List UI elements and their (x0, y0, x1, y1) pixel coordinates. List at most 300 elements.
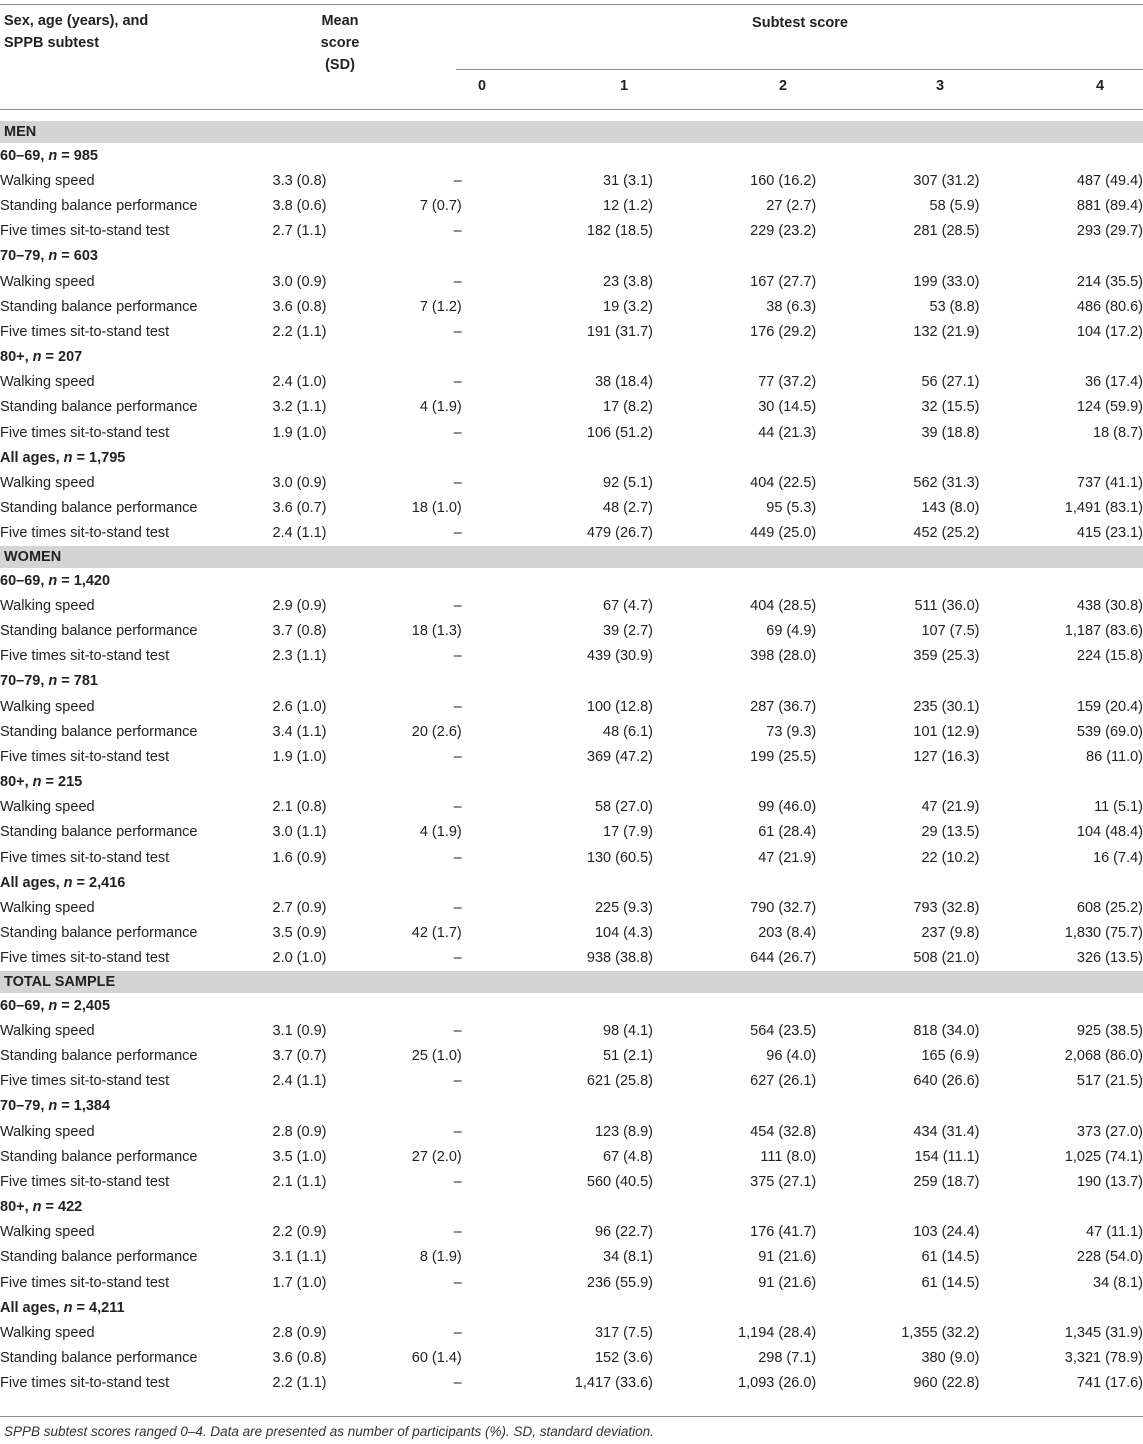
score-1-cell: 31 (3.1) (603, 172, 653, 189)
score-2-cell: 95 (5.3) (766, 500, 817, 517)
table-row (0, 1119, 1143, 1144)
score-0-cell: 20 (2.6) (411, 723, 462, 740)
score-1-cell: 560 (40.5) (586, 1173, 653, 1190)
n-value: = 207 (41, 349, 83, 366)
score-4-cell: 486 (80.6) (1076, 298, 1143, 315)
subtest-name: Five times sit-to-stand test (0, 424, 170, 441)
subtest-name: Walking speed (0, 1325, 95, 1342)
table-row (0, 845, 1143, 870)
score-col-3: 3 (935, 78, 945, 94)
score-3-cell: 235 (30.1) (913, 698, 980, 715)
table-row (0, 1043, 1143, 1068)
score-3-cell: 103 (24.4) (913, 1224, 980, 1241)
score-3-cell: 127 (16.3) (913, 748, 980, 765)
mean-score-cell: 2.1 (1.1) (272, 1173, 327, 1190)
subtest-name: Standing balance performance (0, 399, 198, 416)
score-0-cell: – (453, 1123, 462, 1140)
score-2-cell: 287 (36.7) (750, 698, 817, 715)
table-row (0, 1018, 1143, 1043)
n-value: = 2,405 (57, 997, 111, 1014)
score-3-cell: 199 (33.0) (913, 273, 980, 290)
age-range: 80+, (0, 774, 33, 791)
subtest-name: Standing balance performance (0, 925, 198, 942)
data-table (0, 121, 1143, 1396)
score-3-cell: 359 (25.3) (913, 648, 980, 665)
score-3-cell: 132 (21.9) (913, 323, 980, 340)
score-2-cell: 203 (8.4) (758, 925, 817, 942)
score-3-cell: 58 (5.9) (929, 197, 980, 214)
age-group-label (0, 1094, 1143, 1119)
table-row (0, 521, 1143, 546)
score-col-0: 0 (477, 78, 487, 94)
n-symbol: n (48, 572, 58, 589)
score-0-cell: – (453, 223, 462, 240)
mean-score-cell: 1.9 (1.0) (272, 424, 327, 441)
n-symbol: n (48, 147, 58, 164)
top-rule (0, 4, 1143, 5)
score-1-cell: 48 (2.7) (603, 500, 653, 517)
subtest-name: Walking speed (0, 475, 95, 492)
score-1-cell: 104 (4.3) (594, 925, 653, 942)
age-range: All ages, (0, 874, 64, 891)
subtest-name: Walking speed (0, 799, 95, 816)
mean-score-cell: 2.1 (0.8) (272, 799, 327, 816)
score-4-cell: 214 (35.5) (1076, 273, 1143, 290)
score-4-cell: 517 (21.5) (1076, 1073, 1143, 1090)
section-title: WOMEN (0, 546, 1143, 568)
n-value: = 2,416 (72, 874, 126, 891)
score-1-cell: 92 (5.1) (603, 475, 653, 492)
table-row (0, 644, 1143, 669)
table-row (0, 795, 1143, 820)
mean-header-line2: score (320, 35, 360, 51)
score-1-cell: 34 (8.1) (603, 1249, 653, 1266)
score-4-cell: 881 (89.4) (1076, 197, 1143, 214)
score-4-cell: 1,187 (83.6) (1064, 622, 1143, 639)
score-0-cell: 18 (1.0) (411, 500, 462, 517)
score-2-cell: 30 (14.5) (758, 399, 817, 416)
subtest-name: Five times sit-to-stand test (0, 950, 170, 967)
mean-score-cell: 3.0 (0.9) (272, 475, 327, 492)
table-row (0, 395, 1143, 420)
age-group-label (0, 445, 1143, 470)
subtest-name: Standing balance performance (0, 622, 198, 639)
score-col-2: 2 (778, 78, 788, 94)
score-4-cell: 415 (23.1) (1076, 525, 1143, 542)
score-1-cell: 479 (26.7) (586, 525, 653, 542)
score-0-cell: – (453, 1173, 462, 1190)
score-2-cell: 96 (4.0) (766, 1047, 817, 1064)
score-2-cell: 375 (27.1) (750, 1173, 817, 1190)
score-2-cell: 790 (32.7) (750, 900, 817, 917)
subtest-name: Standing balance performance (0, 1350, 198, 1367)
score-2-cell: 404 (22.5) (750, 475, 817, 492)
age-group-row (0, 1195, 1143, 1220)
score-1-cell: 19 (3.2) (603, 298, 653, 315)
table-row (0, 1371, 1143, 1396)
score-0-cell: – (453, 323, 462, 340)
n-value: = 422 (41, 1199, 83, 1216)
score-1-cell: 17 (8.2) (603, 399, 653, 416)
score-4-cell: 326 (13.5) (1076, 950, 1143, 967)
score-2-cell: 176 (41.7) (750, 1224, 817, 1241)
score-1-cell: 369 (47.2) (586, 748, 653, 765)
score-4-cell: 86 (11.0) (1086, 748, 1143, 765)
table-row (0, 1270, 1143, 1295)
n-symbol: n (48, 673, 58, 690)
score-2-cell: 77 (37.2) (758, 374, 817, 391)
score-1-cell: 39 (2.7) (603, 622, 653, 639)
n-value: = 4,211 (72, 1299, 125, 1316)
score-2-cell: 61 (28.4) (758, 824, 817, 841)
score-1-cell: 123 (8.9) (594, 1123, 653, 1140)
table-row (0, 219, 1143, 244)
score-0-cell: – (453, 799, 462, 816)
score-4-cell: 124 (59.9) (1076, 399, 1143, 416)
score-1-cell: 621 (25.8) (586, 1073, 653, 1090)
subtest-score-header: Subtest score (752, 15, 848, 31)
mean-score-cell: 3.2 (1.1) (272, 399, 327, 416)
score-0-cell: – (453, 475, 462, 492)
score-0-cell: 27 (2.0) (411, 1148, 462, 1165)
table-row (0, 694, 1143, 719)
mean-score-cell: 3.6 (0.8) (272, 298, 327, 315)
score-1-cell: 130 (60.5) (586, 849, 653, 866)
score-2-cell: 564 (23.5) (750, 1022, 817, 1039)
score-4-cell: 34 (8.1) (1093, 1274, 1143, 1291)
mean-score-cell: 2.7 (1.1) (272, 223, 327, 240)
score-3-cell: 107 (7.5) (921, 622, 980, 639)
score-0-cell: 8 (1.9) (419, 1249, 462, 1266)
age-group-row (0, 143, 1143, 168)
table-row (0, 1069, 1143, 1094)
age-range: 70–79, (0, 1098, 49, 1115)
table-row (0, 1320, 1143, 1345)
score-4-cell: 47 (11.1) (1086, 1224, 1143, 1241)
table-row (0, 1144, 1143, 1169)
mean-score-cell: 2.4 (1.0) (272, 374, 327, 391)
score-4-cell: 228 (54.0) (1076, 1249, 1143, 1266)
score-3-cell: 562 (31.3) (913, 475, 980, 492)
row-label-header-line1: Sex, age (years), and (4, 13, 149, 29)
mean-score-cell: 3.0 (1.1) (272, 824, 327, 841)
score-4-cell: 3,321 (78.9) (1064, 1350, 1143, 1367)
subtest-name: Standing balance performance (0, 1249, 198, 1266)
score-4-cell: 36 (17.4) (1084, 374, 1143, 391)
score-2-cell: 229 (23.2) (750, 223, 817, 240)
score-0-cell: – (453, 1224, 462, 1241)
score-1-cell: 58 (27.0) (594, 799, 653, 816)
mean-score-cell: 2.0 (1.0) (272, 950, 327, 967)
score-3-cell: 47 (21.9) (921, 799, 980, 816)
table-row (0, 895, 1143, 920)
score-1-cell: 106 (51.2) (586, 424, 653, 441)
score-4-cell: 487 (49.4) (1076, 172, 1143, 189)
score-4-cell: 925 (38.5) (1076, 1022, 1143, 1039)
score-3-cell: 640 (26.6) (913, 1073, 980, 1090)
subtest-name: Standing balance performance (0, 824, 198, 841)
age-range: 80+, (0, 1199, 33, 1216)
score-4-cell: 11 (5.1) (1094, 799, 1143, 816)
mean-score-cell: 2.4 (1.1) (272, 525, 327, 542)
score-4-cell: 18 (8.7) (1093, 424, 1143, 441)
mean-score-cell: 3.7 (0.7) (272, 1047, 327, 1064)
mean-score-cell: 3.6 (0.7) (272, 500, 327, 517)
score-3-cell: 61 (14.5) (921, 1249, 980, 1266)
score-0-cell: 25 (1.0) (411, 1047, 462, 1064)
n-value: = 1,420 (57, 572, 111, 589)
score-0-cell: – (453, 597, 462, 614)
subtest-name: Five times sit-to-stand test (0, 223, 170, 240)
section-header-row (0, 121, 1143, 143)
age-group-row (0, 770, 1143, 795)
score-3-cell: 237 (9.8) (921, 925, 980, 942)
score-3-cell: 380 (9.0) (921, 1350, 980, 1367)
row-label-header-line2: SPPB subtest (4, 35, 100, 51)
section-title: MEN (0, 121, 1143, 143)
age-range: 80+, (0, 349, 33, 366)
score-col-1: 1 (619, 78, 629, 94)
score-0-cell: – (453, 172, 462, 189)
score-4-cell: 1,491 (83.1) (1064, 500, 1143, 517)
table-row (0, 269, 1143, 294)
mean-header-line3: (SD) (325, 57, 355, 73)
n-symbol: n (63, 449, 73, 466)
table-row (0, 593, 1143, 618)
age-group-label (0, 669, 1143, 694)
age-group-label (0, 770, 1143, 795)
mean-score-cell: 2.6 (1.0) (272, 698, 327, 715)
table-row (0, 1169, 1143, 1194)
score-1-cell: 191 (31.7) (586, 323, 653, 340)
section-header-row (0, 546, 1143, 568)
score-4-cell: 438 (30.8) (1076, 597, 1143, 614)
table-row (0, 1220, 1143, 1245)
score-3-cell: 56 (27.1) (921, 374, 980, 391)
score-2-cell: 1,093 (26.0) (738, 1375, 817, 1392)
score-3-cell: 22 (10.2) (921, 849, 980, 866)
mean-score-cell: 3.1 (1.1) (272, 1249, 327, 1266)
score-3-cell: 511 (36.0) (914, 597, 980, 614)
score-0-cell: – (453, 748, 462, 765)
n-symbol: n (63, 1299, 73, 1316)
score-1-cell: 96 (22.7) (594, 1224, 653, 1241)
score-0-cell: 60 (1.4) (411, 1350, 462, 1367)
score-3-cell: 143 (8.0) (921, 500, 980, 517)
mean-score-cell: 3.0 (0.9) (272, 273, 327, 290)
mean-score-cell: 2.7 (0.9) (272, 900, 327, 917)
score-0-cell: 18 (1.3) (411, 622, 462, 639)
subtest-name: Five times sit-to-stand test (0, 323, 170, 340)
score-3-cell: 434 (31.4) (913, 1123, 980, 1140)
age-group-row (0, 993, 1143, 1018)
score-1-cell: 1,417 (33.6) (574, 1375, 653, 1392)
score-2-cell: 454 (32.8) (750, 1123, 817, 1140)
score-2-cell: 404 (28.5) (750, 597, 817, 614)
age-group-label (0, 143, 1143, 168)
age-range: 60–69, (0, 572, 49, 589)
score-2-cell: 627 (26.1) (750, 1073, 817, 1090)
score-0-cell: – (453, 950, 462, 967)
age-range: All ages, (0, 1299, 64, 1316)
score-2-cell: 38 (6.3) (766, 298, 817, 315)
n-value: = 603 (57, 248, 98, 265)
score-2-cell: 1,194 (28.4) (738, 1325, 817, 1342)
score-3-cell: 281 (28.5) (913, 223, 980, 240)
score-4-cell: 1,025 (74.1) (1064, 1148, 1143, 1165)
score-1-cell: 938 (38.8) (586, 950, 653, 967)
table-row (0, 168, 1143, 193)
n-symbol: n (32, 774, 42, 791)
age-range: 70–79, (0, 248, 49, 265)
subtest-name: Walking speed (0, 1022, 95, 1039)
score-2-cell: 47 (21.9) (758, 849, 817, 866)
score-2-cell: 27 (2.7) (766, 197, 817, 214)
score-1-cell: 317 (7.5) (594, 1325, 653, 1342)
score-0-cell: – (453, 525, 462, 542)
mean-score-cell: 3.5 (1.0) (272, 1148, 327, 1165)
score-4-cell: 373 (27.0) (1076, 1123, 1143, 1140)
score-4-cell: 104 (48.4) (1076, 824, 1143, 841)
age-group-row (0, 870, 1143, 895)
score-2-cell: 298 (7.1) (758, 1350, 817, 1367)
table-row (0, 294, 1143, 319)
table-row (0, 370, 1143, 395)
score-2-cell: 398 (28.0) (750, 648, 817, 665)
score-2-cell: 111 (8.0) (760, 1148, 817, 1165)
row-label-header (4, 10, 244, 54)
subtest-name: Five times sit-to-stand test (0, 1173, 170, 1190)
score-4-cell: 539 (69.0) (1076, 723, 1143, 740)
table-row (0, 193, 1143, 218)
score-0-cell: – (453, 849, 462, 866)
subtest-name: Walking speed (0, 374, 95, 391)
score-0-cell: 4 (1.9) (419, 824, 462, 841)
age-group-row (0, 244, 1143, 269)
bottom-rule (0, 1416, 1143, 1417)
age-group-row (0, 568, 1143, 593)
score-1-cell: 439 (30.9) (586, 648, 653, 665)
mean-score-cell: 2.8 (0.9) (272, 1325, 327, 1342)
score-1-cell: 225 (9.3) (594, 900, 653, 917)
score-3-cell: 29 (13.5) (921, 824, 980, 841)
subtest-name: Walking speed (0, 900, 95, 917)
subtest-name: Walking speed (0, 273, 95, 290)
age-group-row (0, 669, 1143, 694)
score-3-cell: 793 (32.8) (913, 900, 980, 917)
mean-score-cell: 3.7 (0.8) (272, 622, 327, 639)
score-3-cell: 32 (15.5) (921, 399, 980, 416)
mean-score-cell: 3.1 (0.9) (272, 1022, 327, 1039)
age-group-label (0, 345, 1143, 370)
table-row (0, 496, 1143, 521)
n-symbol: n (48, 248, 58, 265)
score-1-cell: 100 (12.8) (586, 698, 653, 715)
score-0-cell: 42 (1.7) (411, 925, 462, 942)
score-3-cell: 307 (31.2) (913, 172, 980, 189)
score-3-cell: 1,355 (32.2) (901, 1325, 980, 1342)
age-group-row (0, 445, 1143, 470)
age-group-label (0, 993, 1143, 1018)
score-2-cell: 91 (21.6) (758, 1274, 817, 1291)
age-group-row (0, 1295, 1143, 1320)
subtest-name: Standing balance performance (0, 500, 198, 517)
score-2-cell: 91 (21.6) (758, 1249, 817, 1266)
age-group-label (0, 568, 1143, 593)
score-2-cell: 167 (27.7) (750, 273, 817, 290)
table-row (0, 1346, 1143, 1371)
table-row (0, 921, 1143, 946)
age-range: 60–69, (0, 147, 49, 164)
score-2-cell: 44 (21.3) (758, 424, 817, 441)
mean-score-cell: 3.4 (1.1) (272, 723, 327, 740)
table-footnote: SPPB subtest scores ranged 0–4. Data are presented as number of participants (%). SD, standard deviation. (4, 1424, 654, 1439)
score-2-cell: 644 (26.7) (750, 950, 817, 967)
subtest-name: Walking speed (0, 1123, 95, 1140)
mean-score-cell: 2.4 (1.1) (272, 1073, 327, 1090)
score-4-cell: 2,068 (86.0) (1064, 1047, 1143, 1064)
section-header-row (0, 971, 1143, 993)
subtest-name: Walking speed (0, 698, 95, 715)
table-row (0, 744, 1143, 769)
score-3-cell: 818 (34.0) (913, 1022, 980, 1039)
score-0-cell: – (453, 1022, 462, 1039)
score-0-cell: – (453, 698, 462, 715)
score-3-cell: 259 (18.7) (913, 1173, 980, 1190)
table-row (0, 618, 1143, 643)
score-2-cell: 449 (25.0) (750, 525, 817, 542)
score-2-cell: 99 (46.0) (758, 799, 817, 816)
score-3-cell: 101 (12.9) (913, 723, 980, 740)
score-3-cell: 165 (6.9) (921, 1047, 980, 1064)
score-4-cell: 1,830 (75.7) (1064, 925, 1143, 942)
score-2-cell: 176 (29.2) (750, 323, 817, 340)
subtest-name: Five times sit-to-stand test (0, 748, 170, 765)
score-3-cell: 53 (8.8) (929, 298, 980, 315)
score-0-cell: – (453, 374, 462, 391)
score-0-cell: – (453, 1073, 462, 1090)
mean-score-cell: 3.6 (0.8) (272, 1350, 327, 1367)
score-4-cell: 608 (25.2) (1076, 900, 1143, 917)
score-0-cell: 7 (0.7) (419, 197, 462, 214)
subtest-name: Standing balance performance (0, 1148, 198, 1165)
table-row (0, 820, 1143, 845)
score-4-cell: 159 (20.4) (1076, 698, 1143, 715)
score-4-cell: 741 (17.6) (1076, 1375, 1143, 1392)
subtest-name: Standing balance performance (0, 197, 198, 214)
age-range: 60–69, (0, 997, 49, 1014)
table-row (0, 319, 1143, 344)
score-3-cell: 452 (25.2) (913, 525, 980, 542)
score-1-cell: 23 (3.8) (603, 273, 653, 290)
age-group-label (0, 1195, 1143, 1220)
n-value: = 781 (57, 673, 98, 690)
mean-score-cell: 2.2 (1.1) (272, 323, 327, 340)
age-group-row (0, 1094, 1143, 1119)
score-4-cell: 737 (41.1) (1076, 475, 1143, 492)
score-1-cell: 67 (4.7) (603, 597, 653, 614)
score-0-cell: – (453, 273, 462, 290)
score-1-cell: 67 (4.8) (603, 1148, 653, 1165)
score-1-cell: 98 (4.1) (603, 1022, 653, 1039)
mean-score-cell: 2.8 (0.9) (272, 1123, 327, 1140)
score-1-cell: 51 (2.1) (603, 1047, 653, 1064)
subtest-name: Five times sit-to-stand test (0, 525, 170, 542)
table-row (0, 420, 1143, 445)
score-4-cell: 1,345 (31.9) (1064, 1325, 1143, 1342)
n-symbol: n (48, 1098, 58, 1115)
mean-score-cell: 2.9 (0.9) (272, 597, 327, 614)
